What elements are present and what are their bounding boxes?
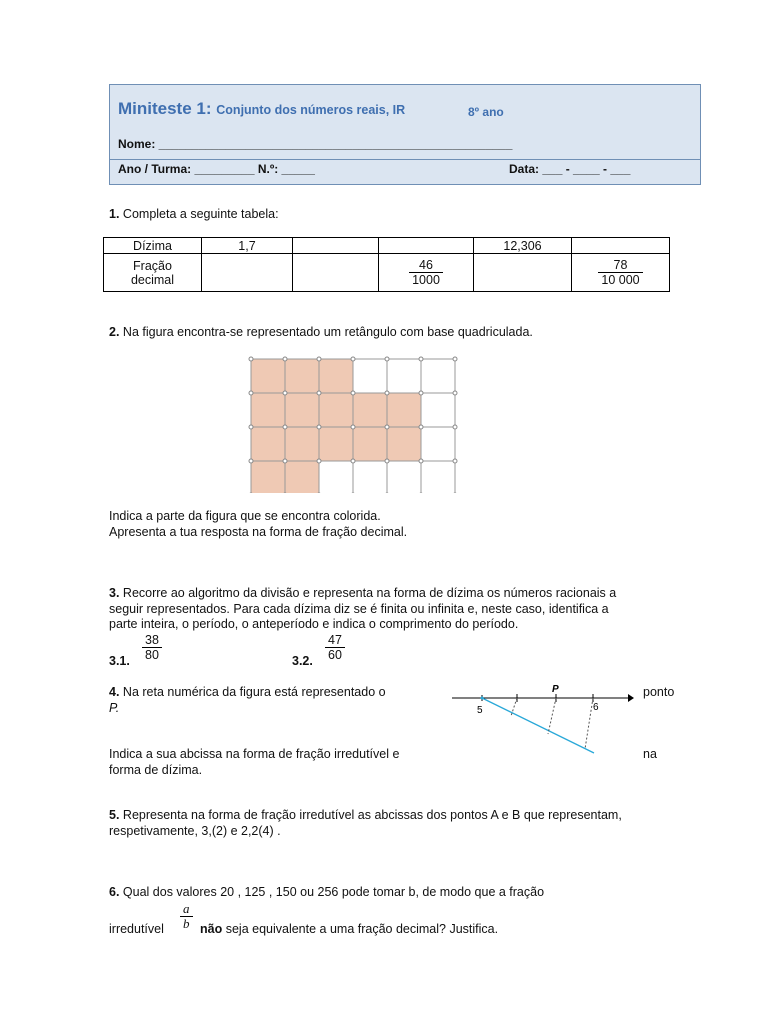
table-cell[interactable]: [474, 254, 572, 292]
grid-node: [453, 357, 457, 361]
grid-node: [317, 391, 321, 395]
question-6: 6. Qual dos valores 20 , 125 , 150 ou 256 pode tomar b, de modo que a fração: [109, 885, 545, 899]
question-2: 2. Na figura encontra-se representado um retângulo com base quadriculada.: [109, 325, 533, 339]
tick-label-5: 5: [477, 705, 483, 716]
colored-grid-figure: [248, 356, 462, 493]
class-field[interactable]: Ano / Turma: _________ N.º: _____: [118, 162, 315, 176]
question-6-line2-end: não seja equivalente a uma fração decimal? Justifica.: [200, 922, 499, 936]
table-cell[interactable]: 12,306: [474, 238, 572, 254]
table-cell-fraction: $\frac{46}{1000}$: [379, 254, 474, 292]
question-4-end2: na: [643, 747, 657, 761]
grid-cell-colored: [319, 393, 353, 427]
question-5: 5. Representa na forma de fração irredutível as abcissas dos pontos A e B que representam, respetivamente, 3,(2) e 2,2(4) .: [109, 808, 622, 838]
grid-node: [351, 425, 355, 429]
question-6-line2: irredutível: [109, 922, 164, 936]
grid-node: [317, 425, 321, 429]
test-subtitle: Conjunto dos números reais, IR: [216, 103, 406, 117]
grid-node: [419, 357, 423, 361]
grid-node: [453, 391, 457, 395]
grid-cell-colored: [285, 393, 319, 427]
grid-cell-colored: [251, 461, 285, 493]
table-cell[interactable]: [293, 238, 379, 254]
grid-cell-colored: [251, 427, 285, 461]
grid-node: [351, 391, 355, 395]
grid-cell-colored: [353, 393, 387, 427]
dashed-line: [548, 698, 556, 734]
grid-cell-colored: [387, 427, 421, 461]
grid-cell-colored: [319, 359, 353, 393]
table-cell[interactable]: [202, 254, 293, 292]
grid-cell-colored: [285, 461, 319, 493]
point-p-label: P: [552, 684, 559, 695]
grid-cell-colored: [285, 359, 319, 393]
question-4-end1: ponto: [643, 685, 675, 699]
grid-cell-colored: [353, 427, 387, 461]
question-4: 4. Na reta numérica da figura está representado o P.: [109, 685, 386, 715]
test-title: Miniteste 1: Conjunto dos números reais, IR: [118, 99, 406, 118]
question-2-prompt: Indica a parte da figura que se encontra colorida. Apresenta a tua resposta na forma de fração decimal.: [109, 509, 408, 539]
table-cell[interactable]: [572, 238, 670, 254]
grid-node: [317, 357, 321, 361]
grid-node: [249, 391, 253, 395]
header-box: [109, 84, 701, 185]
grid-node: [351, 459, 355, 463]
grid-node: [283, 459, 287, 463]
grid-node: [385, 391, 389, 395]
header-divider: [110, 159, 700, 160]
grid-node: [283, 391, 287, 395]
table-cell[interactable]: 1,7: [202, 238, 293, 254]
grid-node: [283, 425, 287, 429]
grid-node: [283, 357, 287, 361]
grid-cell-empty: [319, 461, 353, 493]
grid-node: [249, 459, 253, 463]
row-label-dizima: Dízima: [104, 238, 202, 254]
grid-node: [385, 357, 389, 361]
grid-cell-colored: [319, 427, 353, 461]
grid-node: [419, 391, 423, 395]
grid-cell-empty: [421, 427, 455, 461]
grid-node: [249, 357, 253, 361]
grid-node: [351, 357, 355, 361]
grid-node: [453, 425, 457, 429]
fraction-a-over-b: $\frac{a}{b}$: [180, 902, 193, 931]
date-field[interactable]: Data: ___ - ____ - ___: [509, 162, 631, 176]
question-4-prompt: Indica a sua abcissa na forma de fração irredutível e forma de dízima.: [109, 747, 400, 777]
construction-line: [482, 698, 594, 753]
grid-cell-colored: [251, 359, 285, 393]
question-1: 1. Completa a seguinte tabela:: [109, 207, 279, 221]
grid-node: [453, 459, 457, 463]
grid-node: [317, 459, 321, 463]
grid-cell-empty: [387, 461, 421, 493]
grid-node: [385, 459, 389, 463]
number-line-figure: [452, 680, 634, 758]
grade-label: 8º ano: [468, 105, 504, 119]
grid-node: [385, 425, 389, 429]
grid-cell-colored: [387, 393, 421, 427]
grid-cell-empty: [421, 393, 455, 427]
tick-label-6: 6: [593, 702, 599, 713]
grid-node: [419, 425, 423, 429]
table-cell-fraction: $\frac{78}{10 000}$: [572, 254, 670, 292]
name-field[interactable]: Nome: _____________________________________________________: [118, 137, 513, 151]
grid-cell-empty: [387, 359, 421, 393]
grid-node: [419, 459, 423, 463]
table-cell[interactable]: [379, 238, 474, 254]
dashed-line: [585, 698, 593, 749]
arrow-head-icon: [628, 694, 634, 702]
row-label-fracao: Fração decimal: [104, 254, 202, 292]
grid-cell-empty: [353, 359, 387, 393]
table-cell[interactable]: [293, 254, 379, 292]
grid-cell-empty: [421, 461, 455, 493]
grid-cell-colored: [285, 427, 319, 461]
grid-cell-colored: [251, 393, 285, 427]
grid-cell-empty: [421, 359, 455, 393]
question-3: 3. Recorre ao algoritmo da divisão e representa na forma de dízima os números racionais a seguir representados. Para cada dízima diz se é finita ou infinita e, neste caso, identifica a parte inteira, o período, o anteperíodo e indica o comprimento do período.: [109, 586, 617, 631]
grid-node: [249, 425, 253, 429]
decimal-table: [103, 237, 670, 292]
grid-cell-empty: [353, 461, 387, 493]
